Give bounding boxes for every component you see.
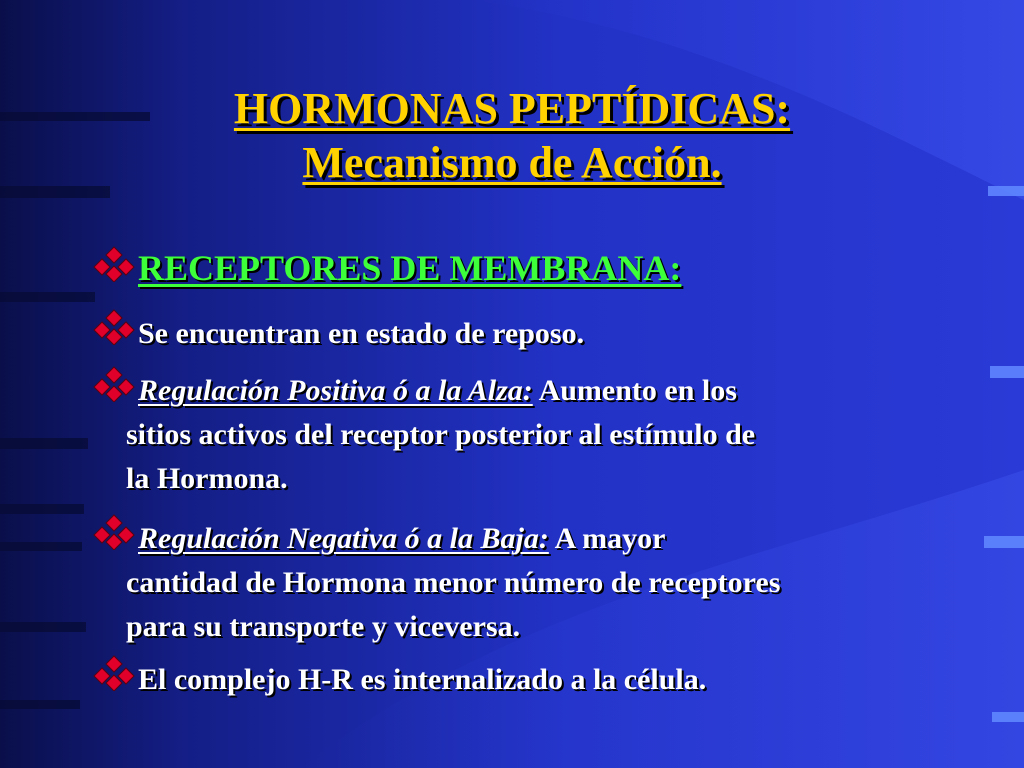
section-heading <box>92 246 681 290</box>
section-heading-label: RECEPTORES DE MEMBRANA: <box>138 248 682 288</box>
bullet-continuation: para su transporte y viceversa. <box>126 610 521 643</box>
bullet-continuation: la Hormona. <box>126 462 288 495</box>
bullet-item <box>92 309 584 356</box>
slide-title <box>0 82 1024 190</box>
bullet-emphasis: Regulación Positiva ó a la Alza: <box>138 374 533 407</box>
bullet-emphasis: Regulación Negativa ó a la Baja: <box>138 522 549 555</box>
bullet-text: El complejo H-R es internalizado a la célula. <box>138 663 707 696</box>
diamond-quad-bullet-icon <box>92 514 136 550</box>
bullet-continuation: sitios activos del receptor posterior al estímulo de <box>126 418 756 451</box>
bullet-item <box>92 514 952 649</box>
diamond-quad-bullet-icon <box>92 655 136 691</box>
bullet-continuation: cantidad de Hormona menor número de receptores <box>126 566 781 599</box>
bullet-item <box>92 366 942 501</box>
title-line-1: HORMONAS PEPTÍDICAS: <box>233 84 791 133</box>
diamond-quad-bullet-icon <box>92 246 136 282</box>
diamond-quad-bullet-icon <box>92 366 136 402</box>
diamond-quad-bullet-icon <box>92 309 136 345</box>
bullet-text: A mayor <box>548 522 666 555</box>
bullet-text: Se encuentran en estado de reposo. <box>138 317 585 350</box>
title-line-2: Mecanismo de Acción. <box>302 138 722 187</box>
bullet-text: Aumento en los <box>532 374 737 407</box>
bullet-item <box>92 655 706 702</box>
